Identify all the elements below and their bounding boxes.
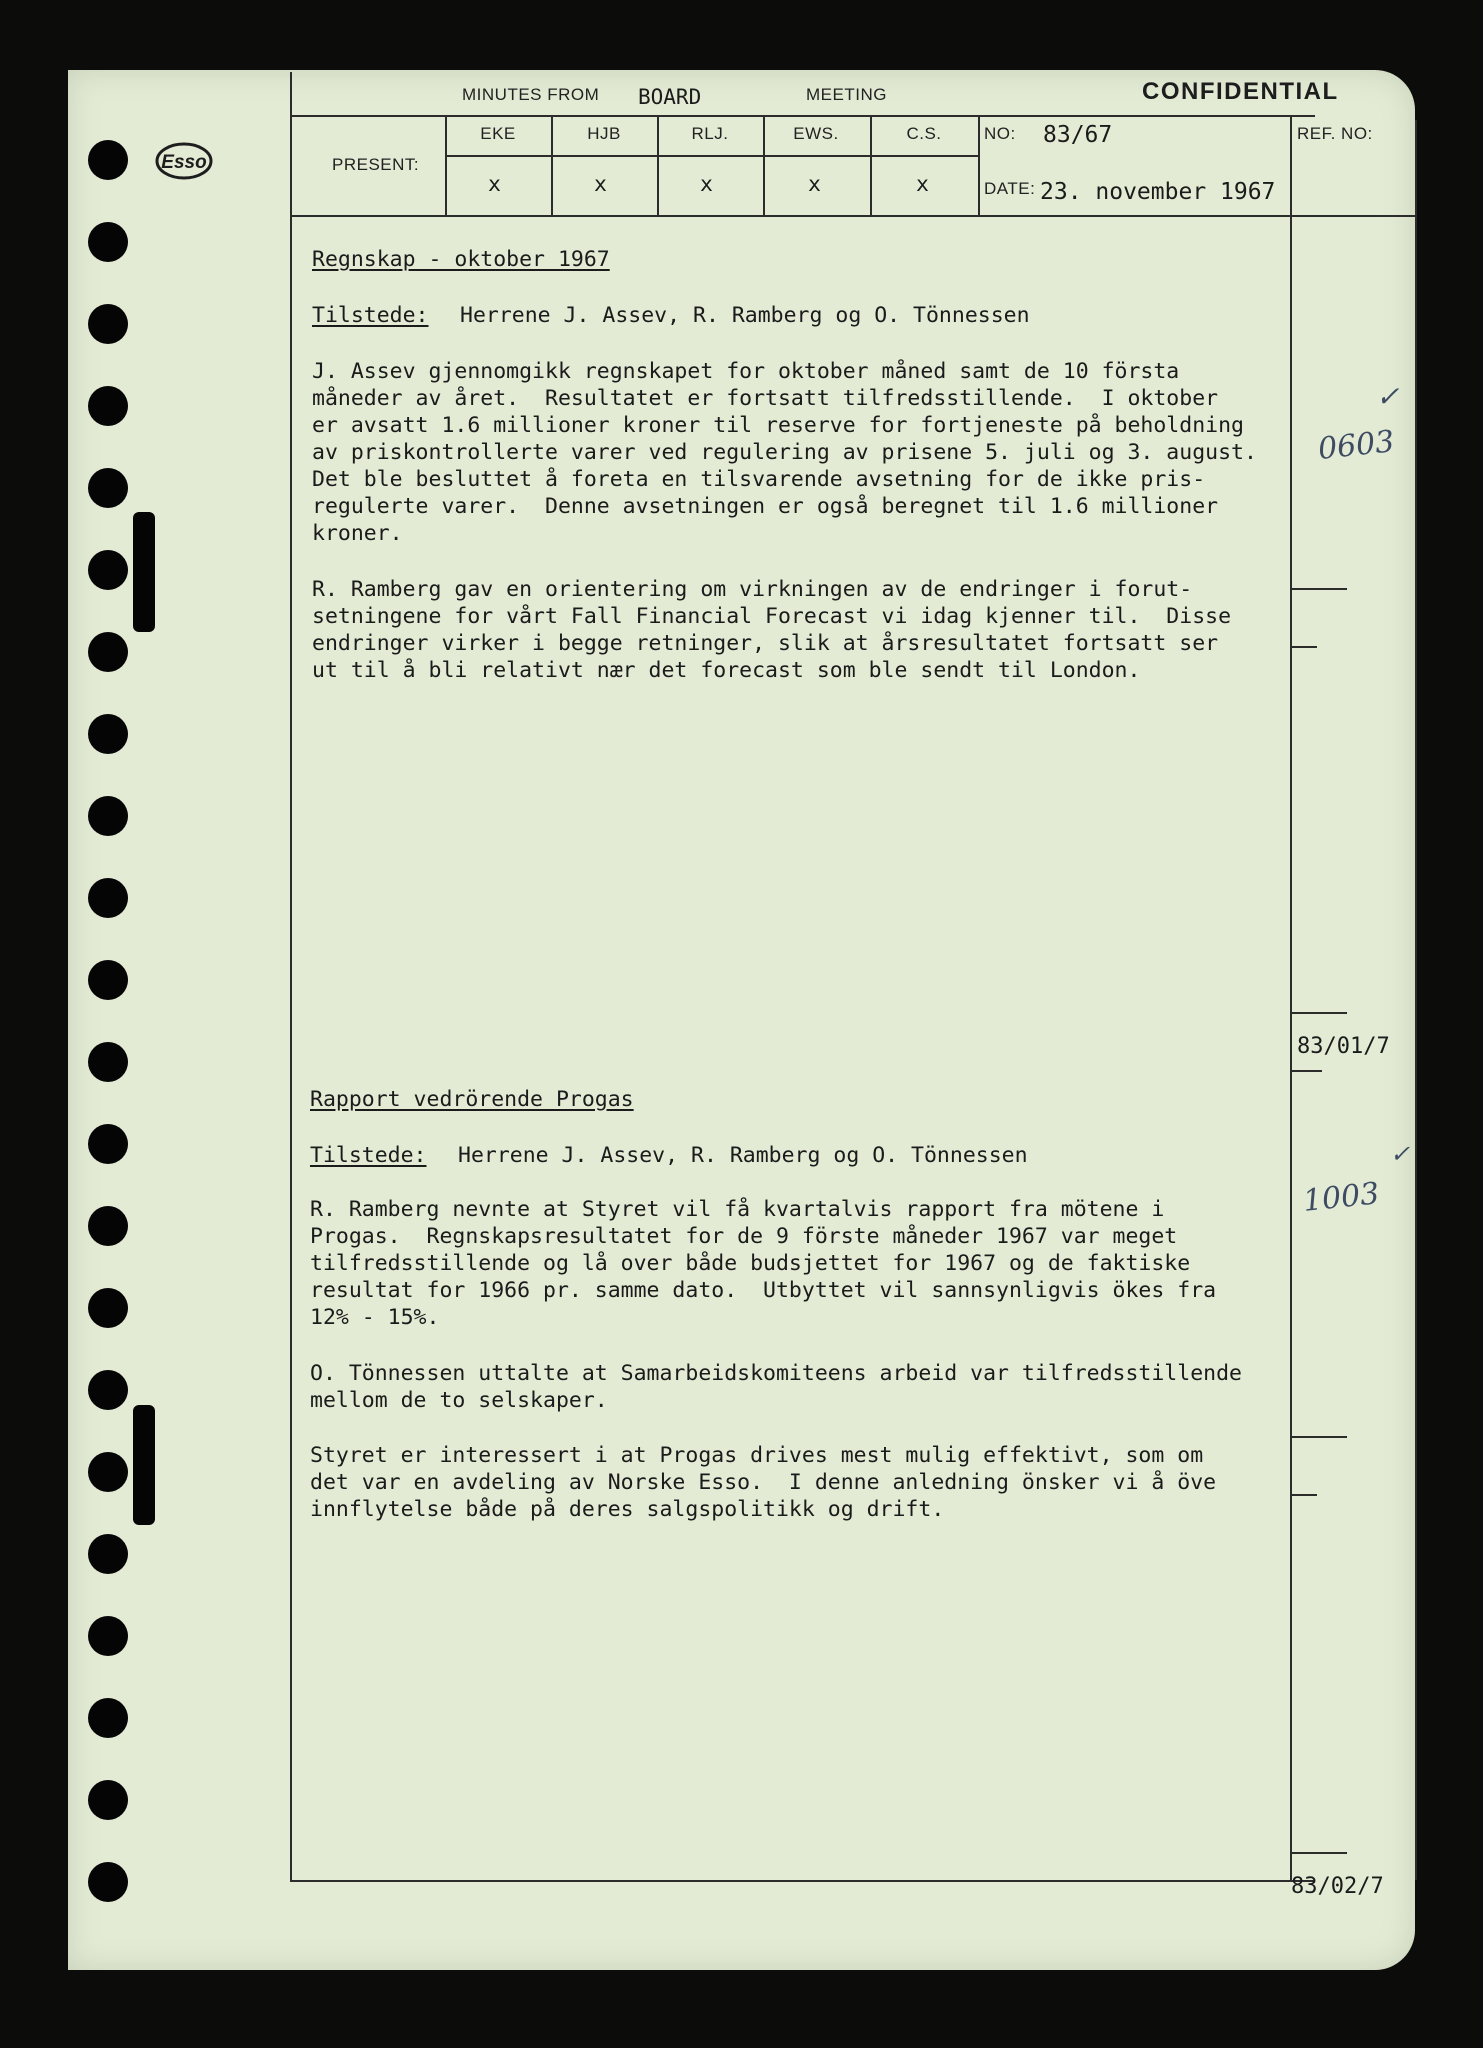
present-names: Herrene J. Assev, R. Ramberg og O. Tönnessen xyxy=(460,303,1030,328)
punch-hole xyxy=(88,1042,128,1082)
punch-hole xyxy=(88,304,128,344)
attendee-initials: EKE xyxy=(480,124,516,143)
present-label: PRESENT: xyxy=(332,155,420,174)
present-names: Herrene J. Assev, R. Ramberg og O. Tönnessen xyxy=(458,1143,1028,1168)
margin-tick xyxy=(1292,646,1317,648)
punch-hole xyxy=(88,1370,128,1410)
attendance-mark: x xyxy=(700,172,713,197)
punch-hole xyxy=(88,1698,128,1738)
no-label: NO: xyxy=(984,124,1016,143)
confidential-label: CONFIDENTIAL xyxy=(1142,78,1339,105)
section-title: Regnskap - oktober 1967 xyxy=(312,247,610,272)
paragraph: R. Ramberg nevnte at Styret vil få kvartalvis rapport fra mötene i Progas. Regnskapsresultatet for de 9 förste måneder 1967 var meget tilfredsstillende og lå over både budsjettet for 1967 og de faktiske resultat for 1966 pr. samme dato. Utbyttet vil sannsynligvis ökes fra 12% - 15%. xyxy=(310,1197,1217,1330)
margin-tick xyxy=(1292,1436,1347,1438)
present-heading: Tilstede: xyxy=(312,303,429,328)
punch-hole xyxy=(88,1780,128,1820)
punch-hole xyxy=(88,1288,128,1328)
punch-hole xyxy=(88,1862,128,1902)
check-mark-icon: ✓ xyxy=(1376,380,1400,413)
paragraph: R. Ramberg gav en orientering om virkningen av de endringer i forut- setningene for vårt Fall Financial Forecast vi idag kjenner til. Disse endringer virker i begge retninger, slik at årsresultatet fortsatt ser ut til å bli relativt nær det forecast som ble sendt til London. xyxy=(312,577,1232,683)
meeting-type: BOARD xyxy=(638,85,702,109)
paragraph: J. Assev gjennomgikk regnskapet for oktober måned samt de 10 första måneder av året. Resultatet er fortsatt tilfredsstillende. I oktober er avsatt 1.6 millioner kroner til reserve for fortjeneste på beholdning av priskontrollerte varer ved regulering av prisene 5. juli og 3. august. Det ble besluttet å foreta en tilsvarende avsetning for de ikke pris- regulerte varer. Denne avsetningen er også beregnet til 1.6 millioner kroner. xyxy=(312,359,1257,546)
punch-hole xyxy=(88,1452,128,1492)
punch-hole xyxy=(88,386,128,426)
check-mark-icon: ✓ xyxy=(1390,1140,1411,1168)
punch-hole xyxy=(88,714,128,754)
binder-clip xyxy=(133,1405,155,1525)
meeting-label: MEETING xyxy=(806,85,887,104)
date-label: DATE: xyxy=(984,179,1036,198)
attendee-initials: HJB xyxy=(587,124,621,143)
punch-hole xyxy=(88,1616,128,1656)
reference-number: 83/02/7 xyxy=(1291,1874,1384,1899)
handwritten-note: 1003 xyxy=(1301,1176,1381,1219)
margin-tick xyxy=(1292,1012,1347,1014)
attendance-mark: x xyxy=(916,172,929,197)
punch-hole xyxy=(88,960,128,1000)
punch-hole xyxy=(88,550,128,590)
reference-number: 83/01/7 xyxy=(1297,1034,1390,1059)
no-value: 83/67 xyxy=(1043,122,1113,148)
binder-clip xyxy=(133,512,155,632)
punch-hole xyxy=(88,222,128,262)
punch-hole xyxy=(88,140,128,180)
attendance-mark: x xyxy=(808,172,821,197)
margin-tick xyxy=(1292,1494,1317,1496)
punch-hole xyxy=(88,878,128,918)
attendance-mark: x xyxy=(488,172,501,197)
attendance-mark: x xyxy=(594,172,607,197)
punch-hole xyxy=(88,1534,128,1574)
punch-hole xyxy=(88,1206,128,1246)
handwritten-note: 0603 xyxy=(1316,424,1396,467)
margin-tick xyxy=(1292,1852,1347,1854)
attendee-initials: RLJ. xyxy=(691,124,729,143)
punch-hole xyxy=(88,468,128,508)
attendee-initials: C.S. xyxy=(906,124,942,143)
svg-text:Esso: Esso xyxy=(161,152,207,173)
esso-logo xyxy=(155,141,213,181)
section-title: Rapport vedrörende Progas xyxy=(310,1087,634,1112)
margin-tick xyxy=(1292,1070,1322,1072)
punch-hole xyxy=(88,632,128,672)
margin-tick xyxy=(1292,588,1347,590)
ref-no-label: REF. NO: xyxy=(1297,124,1373,143)
present-heading: Tilstede: xyxy=(310,1143,427,1168)
attendee-initials: EWS. xyxy=(793,124,839,143)
date-value: 23. november 1967 xyxy=(1040,179,1276,205)
paragraph: Styret er interessert i at Progas drives mest mulig effektivt, som om det var en avdeling av Norske Esso. I denne anledning önsker vi å öve innflytelse både på deres salgspolitikk og drift. xyxy=(310,1443,1217,1522)
minutes-from-label: MINUTES FROM xyxy=(462,85,600,104)
punch-hole xyxy=(88,1124,128,1164)
paragraph: O. Tönnessen uttalte at Samarbeidskomiteens arbeid var tilfredsstillende mellom de to selskaper. xyxy=(310,1361,1242,1413)
punch-hole xyxy=(88,796,128,836)
document-sheet xyxy=(68,70,1415,1970)
